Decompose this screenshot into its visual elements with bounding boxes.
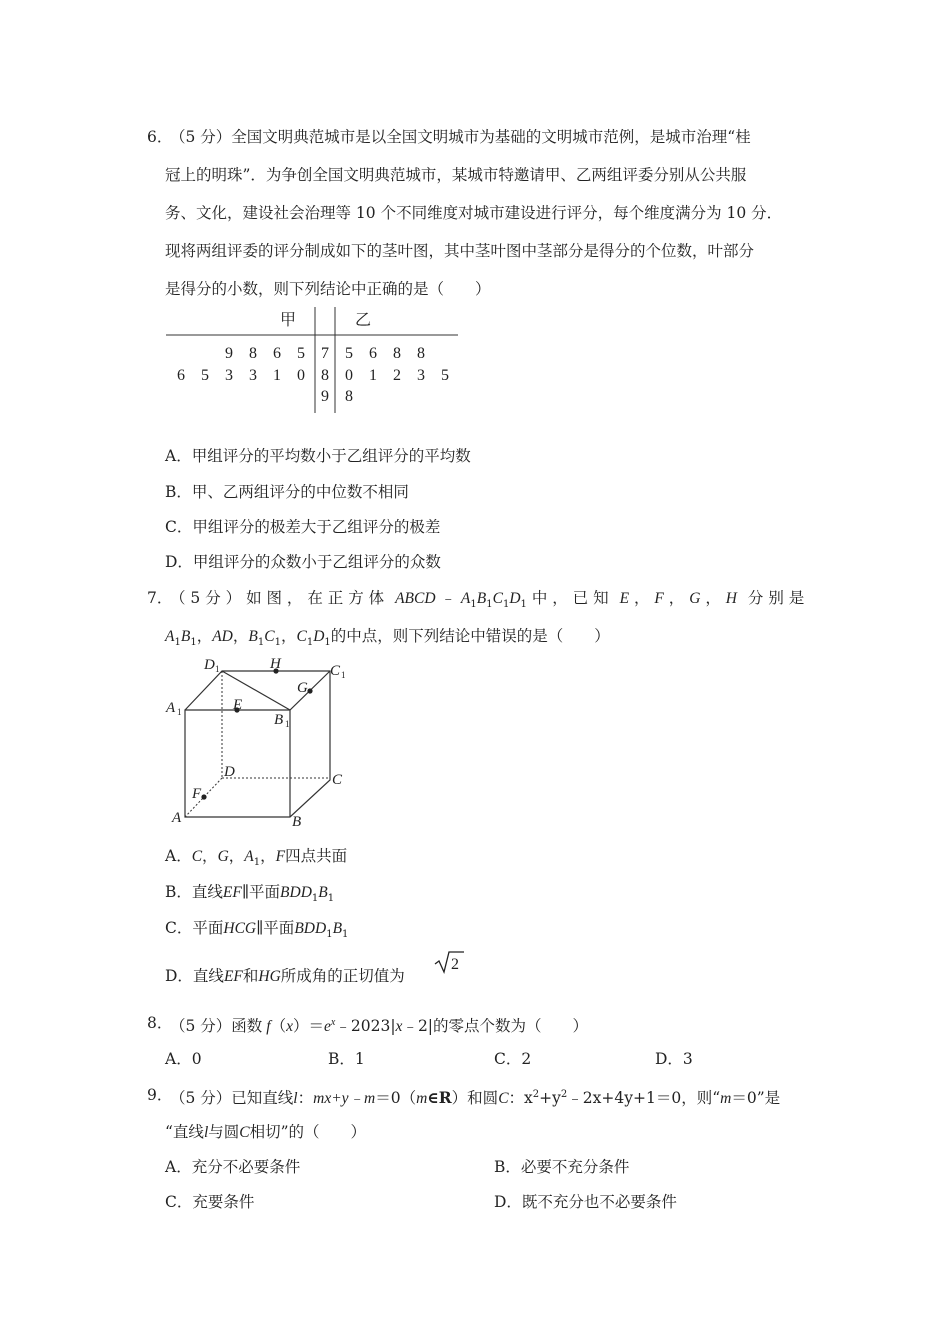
cube-label-d1: D (204, 657, 215, 673)
svg-text:1: 1 (285, 719, 290, 729)
q8-option-c: C．2 (494, 1050, 532, 1068)
right-leaf: 2 (393, 367, 401, 384)
q7-stem-line-1: （ 5 分 ） 如 图 ， 在 正 方 体 ABCD ﹣ $A_1B_1C_1D_1$ 中 ， 已 知 E ， F ， G ， H 分 别 是 (170, 589, 805, 611)
q6-option-c: C．甲组评分的极差大于乙组评分的极差 (165, 518, 441, 536)
q9-stem-line-1: （5 分）已知直线l：mx+y﹣m＝0（m∈R）和圆C：$x^2+y^2﹣2x+4y+1=0$，则“m＝0”是 (170, 1088, 781, 1108)
left-leaf: 5 (297, 345, 305, 362)
left-leaf: 0 (297, 367, 305, 384)
right-leaf: 5 (441, 367, 449, 384)
q6-number: 6． (147, 128, 173, 146)
q6-line-5: 是得分的小数，则下列结论中正确的是（ ） (165, 280, 491, 298)
right-leaf: 8 (417, 345, 425, 362)
stem-leaf-body (177, 345, 449, 405)
q6-line-2: 冠上的明珠”．为争创全国文明典范城市，某城市特邀请甲、乙两组评委分别从公共服 (165, 166, 747, 184)
stem-value: 8 (321, 367, 329, 384)
stem-leaf-plot (160, 305, 470, 415)
right-leaf: 3 (417, 367, 425, 384)
cube-label-g: G (297, 680, 308, 696)
q6-option-b: B．甲、乙两组评分的中位数不相同 (165, 483, 409, 501)
right-leaf: 8 (345, 388, 353, 405)
q8-number: 8． (147, 1014, 173, 1032)
q6-line-1: （5 分）全国文明典范城市是以全国文明城市为基础的文明城市范例，是城市治理“桂 (170, 128, 751, 146)
right-leaf: 5 (345, 345, 353, 362)
cube-label-e: E (233, 697, 243, 713)
q7-prefix: （ 5 分 ） 如 图 ， 在 正 方 体 (170, 589, 385, 607)
cube-label-f: F (192, 786, 202, 802)
cube-label-d: D (224, 764, 235, 780)
q9-option-b: B．必要不充分条件 (494, 1158, 630, 1176)
q8-stem: （5 分）函数 $f(x)=e^x﹣2023|x﹣2|$的零点个数为（ ） (170, 1017, 589, 1036)
stem-value: 7 (321, 345, 329, 362)
cube-figure (160, 650, 360, 832)
q7-option-c: C．平面HCG∥平面$BDD_1B_1$ (165, 919, 349, 941)
left-leaf: 6 (177, 367, 185, 384)
q8-option-a: A．0 (165, 1050, 202, 1068)
q9-option-a: A．充分不必要条件 (165, 1158, 301, 1176)
q7-solid-name: ABCD (395, 590, 436, 607)
right-leaf: 1 (369, 367, 377, 384)
cube-label-c1: C (330, 663, 341, 679)
stem-leaf-left-header: 甲 (279, 312, 297, 329)
q7-dash: ﹣ (435, 589, 461, 607)
sqrt-2-symbol (433, 949, 465, 975)
right-leaf: 6 (369, 345, 377, 362)
q9-stem-line-2: “直线l与圆C相切”的（ ） (165, 1123, 367, 1141)
right-leaf: 8 (393, 345, 401, 362)
right-leaf: 0 (345, 367, 353, 384)
q7-option-b: B．直线EF∥平面$BDD_1B_1$ (165, 883, 335, 905)
q7-option-d: D．直线EF和HG所成角的正切值为 (165, 967, 405, 985)
svg-text:1: 1 (341, 670, 346, 680)
q7-option-a: A．C，G，$A_1$，F四点共面 (165, 847, 348, 869)
cube-label-h: H (270, 656, 281, 672)
q6-line-3: 务、文化，建设社会治理等 10 个不同维度对城市建设进行评分，每个维度满分为 10 分． (165, 204, 783, 222)
q6-line-4: 现将两组评委的评分制成如下的茎叶图，其中茎叶图中茎部分是得分的个位数，叶部分 (165, 242, 755, 260)
cube-label-c: C (332, 772, 343, 788)
cube-label-b1: B (274, 712, 284, 728)
left-leaf: 3 (225, 367, 233, 384)
q8-option-d: D．3 (655, 1050, 693, 1068)
left-leaf: 8 (249, 345, 257, 362)
cube-label-b: B (292, 814, 302, 830)
stem-value: 9 (321, 388, 329, 405)
q9-option-d: D．既不充分也不必要条件 (494, 1193, 677, 1211)
svg-text:1: 1 (215, 664, 220, 674)
q7-stem-line-2: $A_1B_1$，AD，$B_1C_1$，$C_1D_1$的中点，则下列结论中错误的是（ ） (165, 627, 610, 649)
q6-option-a: A．甲组评分的平均数小于乙组评分的平均数 (165, 447, 471, 465)
q9-number: 9． (147, 1086, 173, 1104)
cube-point-f (201, 794, 206, 799)
svg-text:1: 1 (177, 707, 182, 717)
left-leaf: 9 (225, 345, 233, 362)
left-leaf: 3 (249, 367, 257, 384)
q6-option-d: D．甲组评分的众数小于乙组评分的众数 (165, 553, 441, 571)
left-leaf: 5 (201, 367, 209, 384)
cube-point-g (307, 688, 312, 693)
q8-option-b: B．1 (328, 1050, 365, 1068)
q7-number: 7． (147, 589, 173, 607)
cube-label-a1: A (166, 700, 176, 716)
q9-option-c: C．充要条件 (165, 1193, 255, 1211)
left-leaf: 6 (273, 345, 281, 362)
sqrt-radicand: 2 (451, 956, 459, 973)
cube-label-a: A (172, 810, 182, 826)
stem-leaf-right-header: 乙 (354, 312, 372, 329)
left-leaf: 1 (273, 367, 281, 384)
